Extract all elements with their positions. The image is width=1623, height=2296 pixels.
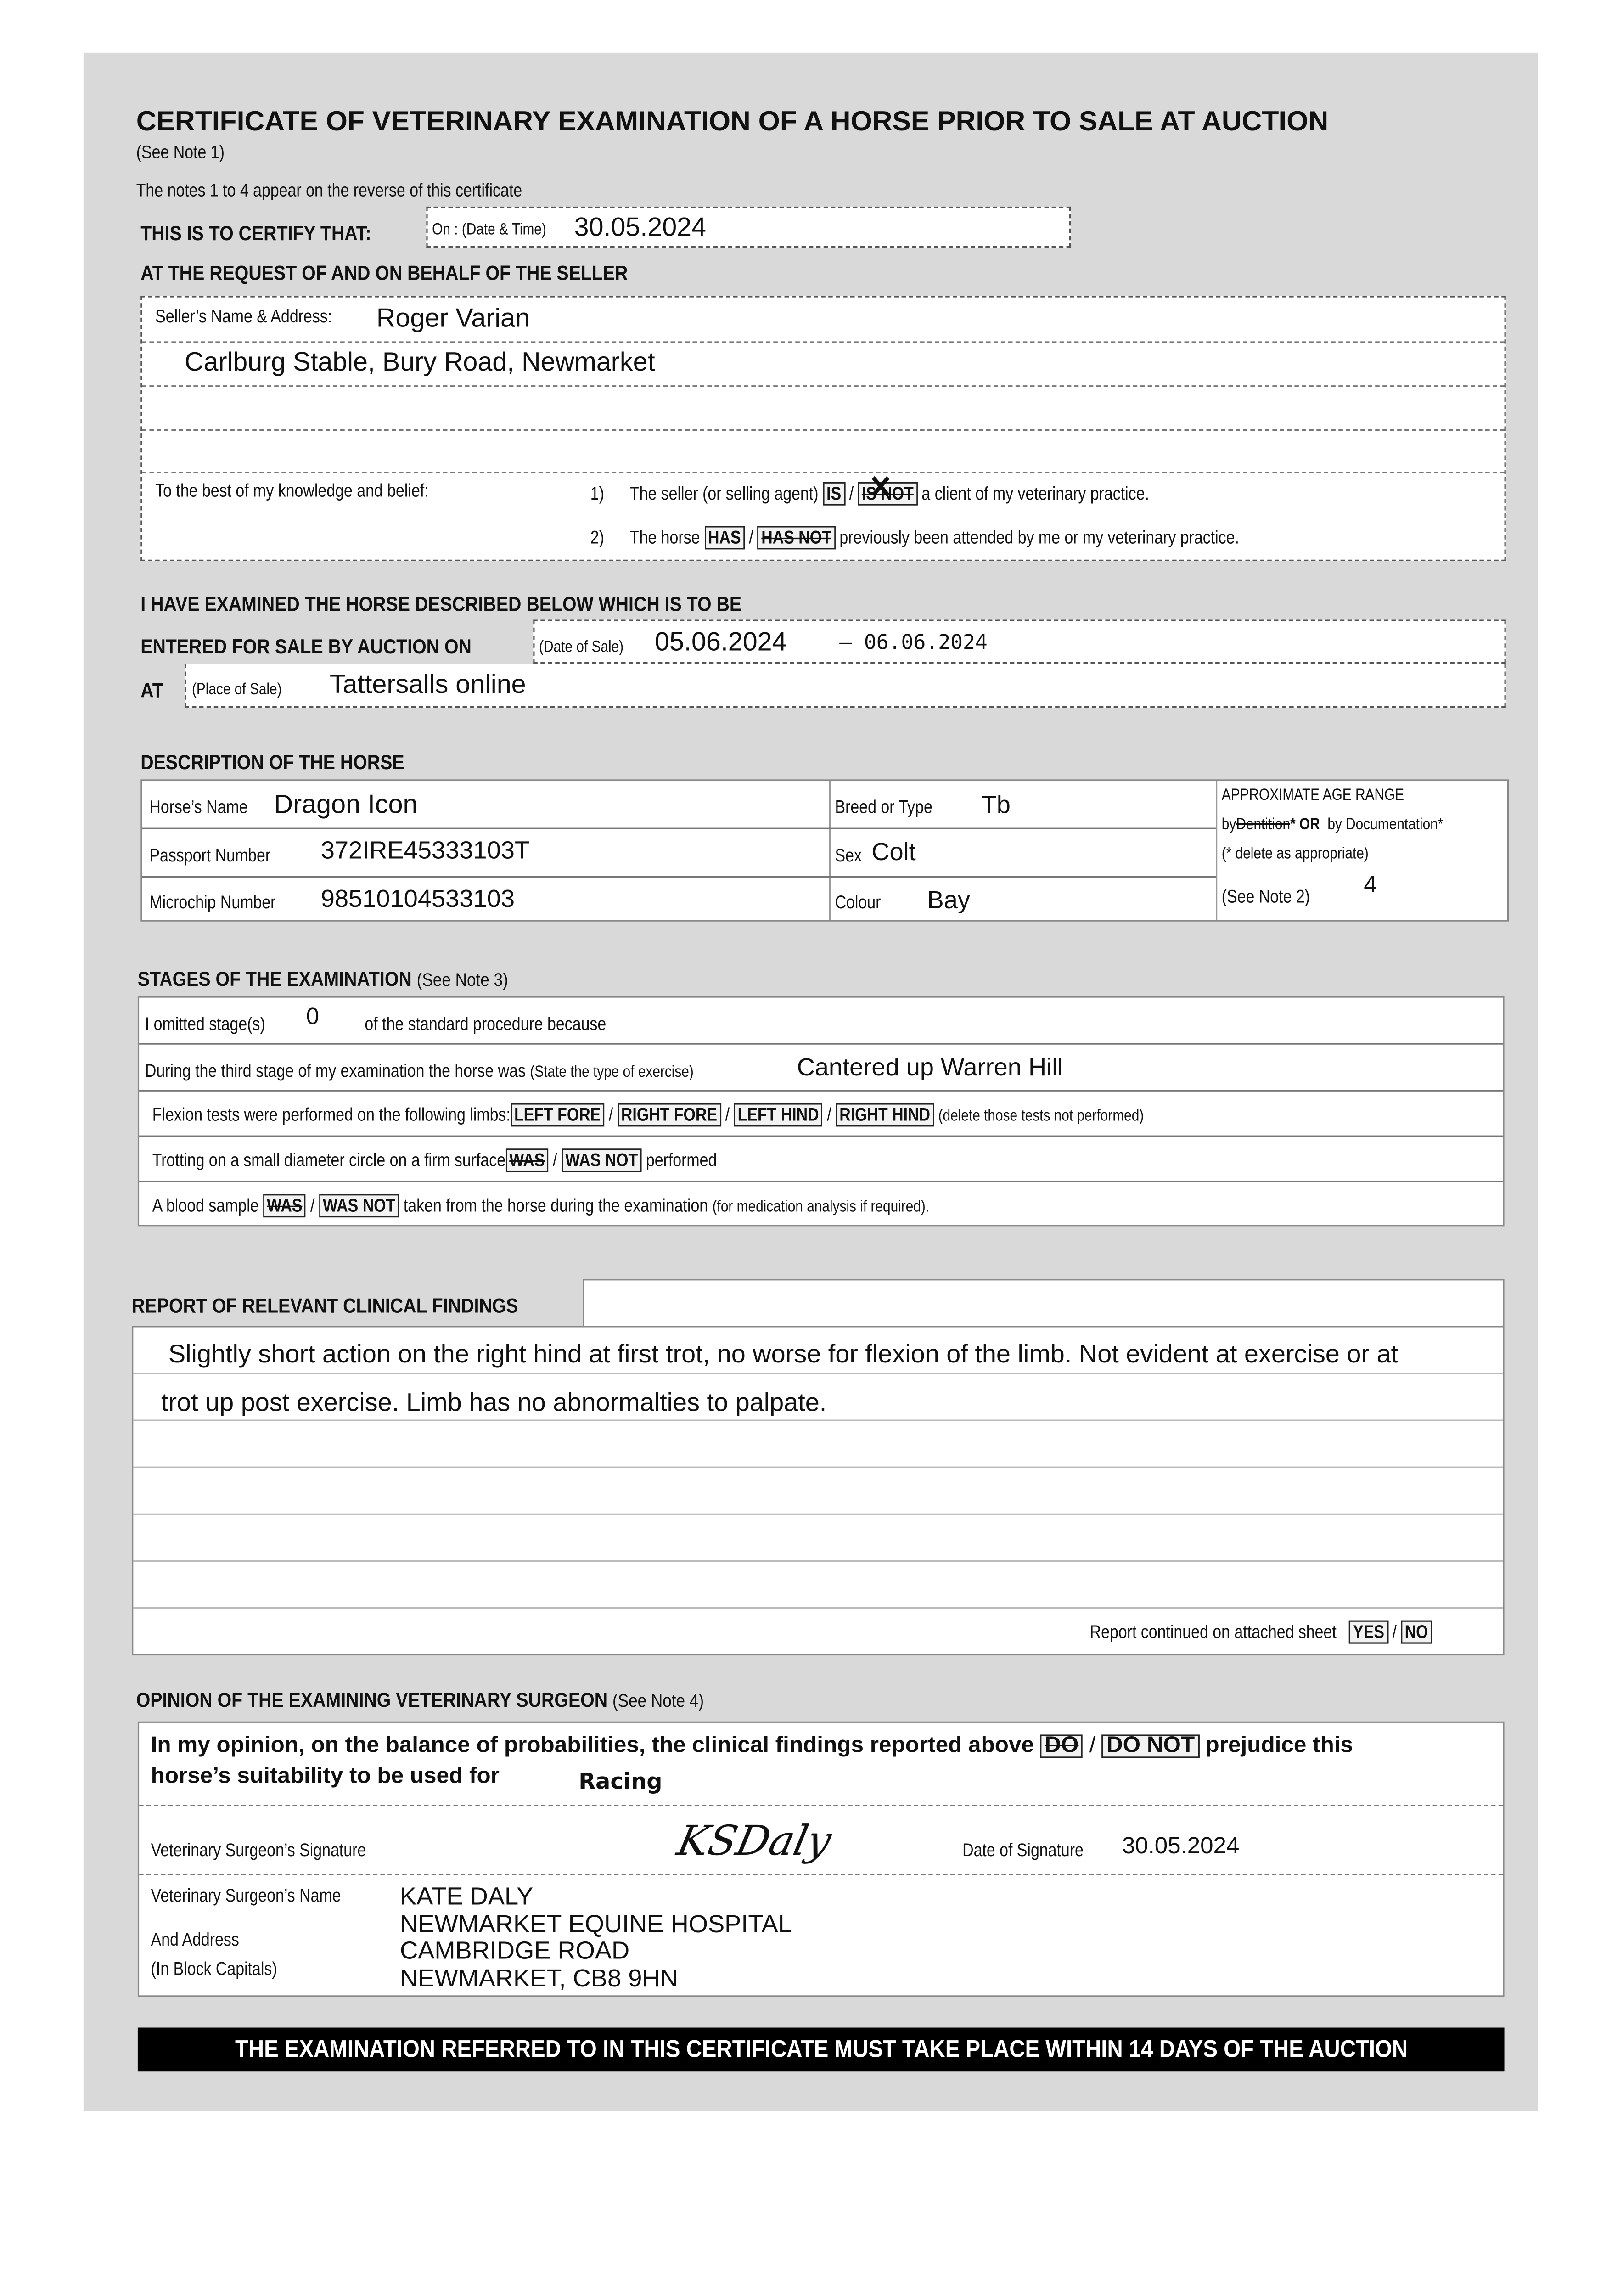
intended-use[interactable]: Racing	[578, 1768, 663, 1795]
report-line-1: Slightly short action on the right hind at first trot, no worse for flexion of the limb. Not evident at exercise or at	[168, 1339, 1398, 1368]
footer-banner	[138, 2028, 1505, 2072]
see-note-1: (See Note 1)	[136, 142, 225, 163]
trot-was-option[interactable]: WAS	[505, 1148, 549, 1172]
has-option[interactable]: HAS	[704, 526, 745, 549]
age-value[interactable]: 4	[1364, 873, 1377, 898]
vet-name-address[interactable]: KATE DALY NEWMARKET EQUINE HOSPITAL CAMBRIDGE ROAD NEWMARKET, CB8 9HN	[399, 1882, 792, 1992]
blood-was-option[interactable]: WAS	[263, 1194, 306, 1217]
stages-box	[138, 996, 1505, 1226]
sale-heading-1: I HAVE EXAMINED THE HORSE DESCRIBED BELOW WHICH IS TO BE	[140, 591, 742, 615]
report-continued-row: Report continued on attached sheet YES / NO	[1090, 1621, 1432, 1644]
third-stage-label: During the third stage of my examination the horse was (State the type of exercise)	[145, 1060, 694, 1081]
opinion-heading: OPINION OF THE EXAMINING VETERINARY SURGEON (See Note 4)	[136, 1688, 704, 1711]
omit-label: I omitted stage(s)	[145, 1013, 265, 1035]
knowledge-label: To the best of my knowledge and belief:	[155, 480, 429, 501]
vet-address-label: And Address	[151, 1929, 239, 1950]
trot-was-not-option[interactable]: WAS NOT	[562, 1148, 641, 1172]
age-see-note: (See Note 2)	[1221, 886, 1310, 907]
client-question: 1) The seller (or selling agent) IS / IS NOT ✕ a client of my veterinary practice.	[590, 482, 1149, 506]
page-title: CERTIFICATE OF VETERINARY EXAMINATION OF A HORSE PRIOR TO SALE AT AUCTION	[136, 107, 1329, 138]
continued-no[interactable]: NO	[1401, 1621, 1432, 1644]
signature: KSDaly	[673, 1817, 836, 1865]
vet-name-label: Veterinary Surgeon’s Name	[151, 1885, 341, 1906]
passport-number[interactable]: 372IRE45333103T	[320, 836, 530, 865]
place-value: Tattersalls online	[329, 670, 526, 699]
seller-name[interactable]: Roger Varian	[376, 303, 530, 333]
block-capitals-label: (In Block Capitals)	[151, 1958, 277, 1980]
seller-address-line2[interactable]	[142, 391, 1504, 427]
flexion-row: Flexion tests were performed on the following limbs: LEFT FORE / RIGHT FORE / LEFT HIND / RIGHT HIND (delete those tests not performed)	[152, 1103, 1144, 1126]
do-option[interactable]: DO	[1040, 1734, 1083, 1758]
is-option[interactable]: IS	[823, 482, 845, 506]
sale-date-start: 05.06.2024	[655, 627, 787, 657]
opinion-line-2: horse’s suitability to be used for	[151, 1764, 500, 1789]
place-label: (Place of Sale)	[191, 681, 282, 699]
age-heading: APPROXIMATE AGE RANGE	[1221, 787, 1404, 805]
is-not-option[interactable]: IS NOT ✕	[858, 482, 917, 506]
notes-line: The notes 1 to 4 appear on the reverse of this certificate	[136, 180, 522, 201]
seller-name-label: Seller’s Name & Address:	[155, 306, 332, 327]
horse-name[interactable]: Dragon Icon	[274, 789, 418, 819]
footer-banner-text: THE EXAMINATION REFERRED TO IN THIS CERTIFICATE MUST TAKE PLACE WITHIN 14 DAYS OF THE AUCTION	[235, 2036, 1408, 2063]
blood-was-not-option[interactable]: WAS NOT	[319, 1194, 399, 1217]
blood-row: A blood sample WAS / WAS NOT taken from the horse during the examination (for medication analysis if required).	[152, 1194, 929, 1217]
report-header-field	[583, 1279, 1505, 1327]
breed-value[interactable]: Tb	[981, 791, 1011, 819]
report-box[interactable]	[132, 1326, 1504, 1655]
trotting-row: Trotting on a small diameter circle on a firm surface WAS / WAS NOT performed	[152, 1148, 717, 1172]
stages-heading: STAGES OF THE EXAMINATION (See Note 3)	[137, 967, 508, 990]
breed-label: Breed or Type	[835, 797, 932, 818]
flex-right-hind[interactable]: RIGHT HIND	[836, 1103, 934, 1126]
seller-box	[140, 296, 1505, 561]
do-not-option[interactable]: DO NOT	[1102, 1734, 1199, 1758]
sex-value[interactable]: Colt	[871, 838, 916, 866]
signature-date[interactable]: 30.05.2024	[1122, 1834, 1240, 1859]
report-line-2: trot up post exercise. Limb has no abnormalties to palpate.	[161, 1387, 827, 1417]
sale-place-field[interactable]	[185, 664, 1506, 708]
seller-address-line3[interactable]	[142, 435, 1504, 471]
at-label: AT	[140, 678, 163, 702]
opinion-text: In my opinion, on the balance of probabilities, the clinical findings reported above DO / DO NOT prejudice this	[151, 1733, 1353, 1758]
sale-date-field[interactable]	[533, 620, 1505, 664]
sale-date-label: (Date of Sale)	[539, 639, 624, 657]
opinion-box	[138, 1722, 1505, 1997]
report-heading: REPORT OF RELEVANT CLINICAL FINDINGS	[132, 1294, 518, 1317]
has-not-option[interactable]: HAS NOT	[758, 526, 835, 549]
microchip-label: Microchip Number	[149, 892, 276, 913]
omit-value[interactable]: 0	[306, 1005, 320, 1030]
microchip-number[interactable]: 98510104533103	[320, 885, 515, 913]
sale-date-end: – 06.06.2024	[839, 631, 988, 655]
flex-right-fore[interactable]: RIGHT FORE	[618, 1103, 721, 1126]
continued-yes[interactable]: YES	[1349, 1621, 1388, 1644]
sale-heading-2: ENTERED FOR SALE BY AUCTION ON	[140, 634, 472, 658]
third-stage-value[interactable]: Cantered up Warren Hill	[797, 1053, 1063, 1081]
age-delete-note: (* delete as appropriate)	[1221, 845, 1369, 863]
certify-label: THIS IS TO CERTIFY THAT:	[140, 221, 371, 245]
seller-address-line1[interactable]: Carlburg Stable, Bury Road, Newmarket	[184, 347, 655, 377]
flex-left-hind[interactable]: LEFT HIND	[734, 1103, 822, 1126]
omit-reason-label: of the standard procedure because	[365, 1013, 607, 1035]
colour-value[interactable]: Bay	[927, 886, 970, 914]
flex-left-fore[interactable]: LEFT FORE	[511, 1103, 605, 1126]
horse-name-label: Horse’s Name	[149, 797, 248, 818]
date-value: 30.05.2024	[574, 212, 707, 242]
date-label: On : (Date & Time)	[432, 221, 546, 239]
horse-table	[140, 779, 1509, 921]
certify-date-field[interactable]	[426, 207, 1071, 248]
colour-label: Colour	[835, 892, 881, 913]
signature-date-label: Date of Signature	[962, 1840, 1084, 1861]
sex-label: Sex	[835, 845, 862, 866]
horse-heading: DESCRIPTION OF THE HORSE	[140, 750, 404, 774]
seller-heading: AT THE REQUEST OF AND ON BEHALF OF THE SELLER	[140, 260, 628, 284]
passport-label: Passport Number	[149, 845, 271, 866]
attended-question: 2) The horse HAS / HAS NOT previously been attended by me or my veterinary practice.	[590, 526, 1239, 549]
signature-label: Veterinary Surgeon’s Signature	[151, 1840, 366, 1861]
age-method: byDentition* OR by Documentation*	[1221, 816, 1443, 834]
